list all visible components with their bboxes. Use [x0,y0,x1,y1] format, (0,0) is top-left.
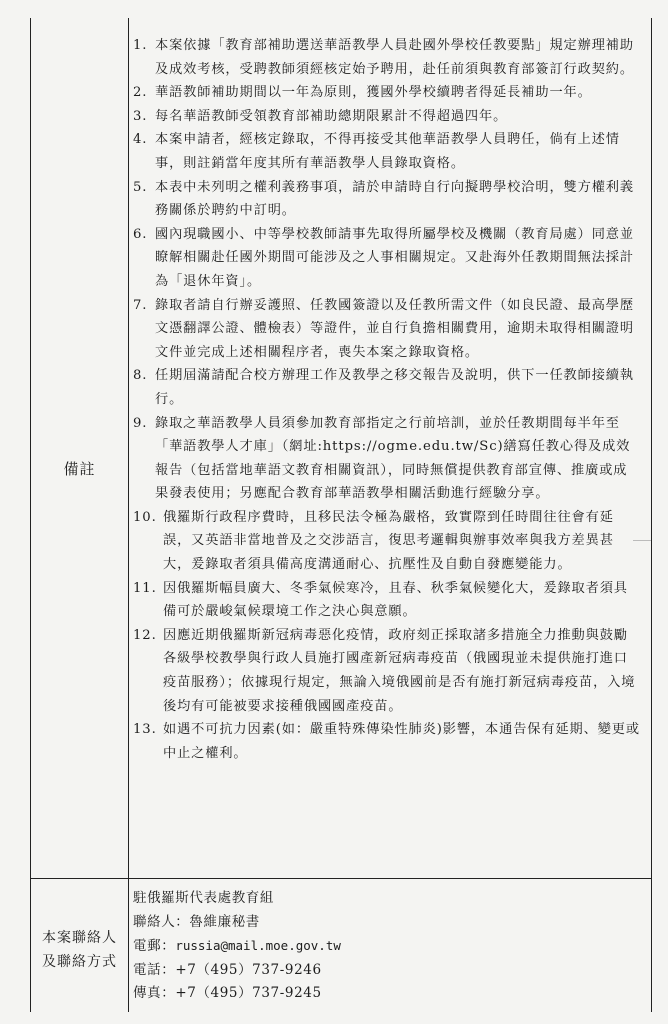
note-item: 12. 因應近期俄羅斯新冠病毒惡化疫情，政府刻正採取諸多措施全力推動與鼓勵各級學校教學與行政人員施打國產新冠病毒疫苗（俄國現並未提供施打進口疫苗服務）；依據現行規定，無論入境俄國前是否有施打新冠病毒疫苗，入境後均有可能被要求接種俄國國產疫苗。 [133,627,636,714]
note-item: 10. 俄羅斯行政程序費時，且移民法令極為嚴格，致實際到任時間往往會有延誤，又英語非當地普及之交涉語言，復思考邏輯與辦事效率與我方差異甚大，爰錄取者須具備高度溝通耐心、抗壓性及自動自發應變能力。 [133,509,614,573]
note-item: 9. 錄取之華語教學人員須參加教育部指定之行前培訓，並於任教期間每半年至「華語教學人才庫」（網址:https://ogme.edu.tw/Sc)繕寫任教心得及成效報告（包括當地華語文教育相關資訊），同時無償提供教育部宣傳、推廣或成果發表使用；另應配合教育部華語教學相關活動進行經驗分享。 [133,415,631,502]
contact-label [31,926,128,974]
contact-person-row: 聯絡人：魯維廉秘書 [133,913,260,930]
contact-info [133,887,641,1006]
contact-email-row: 電郵：russia@mail.moe.gov.tw [133,938,341,954]
notes-table [30,18,652,1012]
contact-email[interactable]: russia@mail.moe.gov.tw [175,938,341,953]
contact-person: 魯維廉秘書 [189,913,260,930]
note-item: 8. 任期屆滿請配合校方辦理工作及教學之移交報告及說明，供下一任教師接續執行。 [133,368,634,407]
row-divider [31,878,651,879]
contact-fax-row: 傳真：+7（495）737-9245 [133,985,322,1001]
contact-office: 駐俄羅斯代表處教育組 [133,890,274,906]
contact-fax: +7（495）737-9245 [175,985,322,1001]
notes-label: 備註 [63,460,96,478]
contact-phone-row: 電話：+7（495）737-9246 [133,961,322,978]
note-item: 4. 本案申請者，經核定錄取，不得再接受其他華語教學人員聘任，倘有上述情事，則註銷當年度其所有華語教學人員錄取資格。 [133,132,620,171]
column-divider [128,18,129,1012]
contact-label-line: 及聯絡方式 [42,954,117,970]
scan-artifact [633,540,651,541]
notes-list [133,34,641,765]
note-item: 3. 每名華語教師受領教育部補助總期限累計不得超過四年。 [133,108,508,124]
note-item: 2. 華語教師補助期間以一年為原則，獲國外學校續聘者得延長補助一年。 [133,85,592,101]
note-item: 7. 錄取者請自行辦妥護照、任教國簽證以及任教所需文件（如良民證、最高學歷文憑翻譯公證、體檢表）等證件，並自行負擔相關費用，逾期未取得相關證明文件並完成上述相關程序者，喪失本案之錄取資格。 [133,297,634,360]
note-item: 5. 本表中未列明之權利義務事項，請於申請時自行向擬聘學校洽明，雙方權利義務關係於聘約中訂明。 [133,179,634,219]
note-item: 6. 國內現職國小、中等學校教師請事先取得所屬學校及機關（教育局處）同意並瞭解相關赴任國外期間可能涉及之人事相關規定。又赴海外任教期間無法採計為「退休年資」。 [133,226,634,289]
contact-phone: +7（495）737-9246 [175,961,322,978]
note-item: 1. 本案依據「教育部補助選送華語教學人員赴國外學校任教要點」規定辦理補助及成效考核，受聘教師須經核定始予聘用，赴任前須與教育部簽訂行政契約。 [133,38,634,77]
note-item: 13. 如遇不可抗力因素(如：嚴重特殊傳染性肺炎)影響，本通告保有延期、變更或中止之權利。 [133,722,640,761]
note-item: 11. 因俄羅斯幅員廣大、冬季氣候寒冷，且春、秋季氣候變化大，爰錄取者須具備可於嚴峻氣候環境工作之決心與意願。 [133,580,628,620]
contact-label-line: 本案聯絡人 [42,930,117,946]
